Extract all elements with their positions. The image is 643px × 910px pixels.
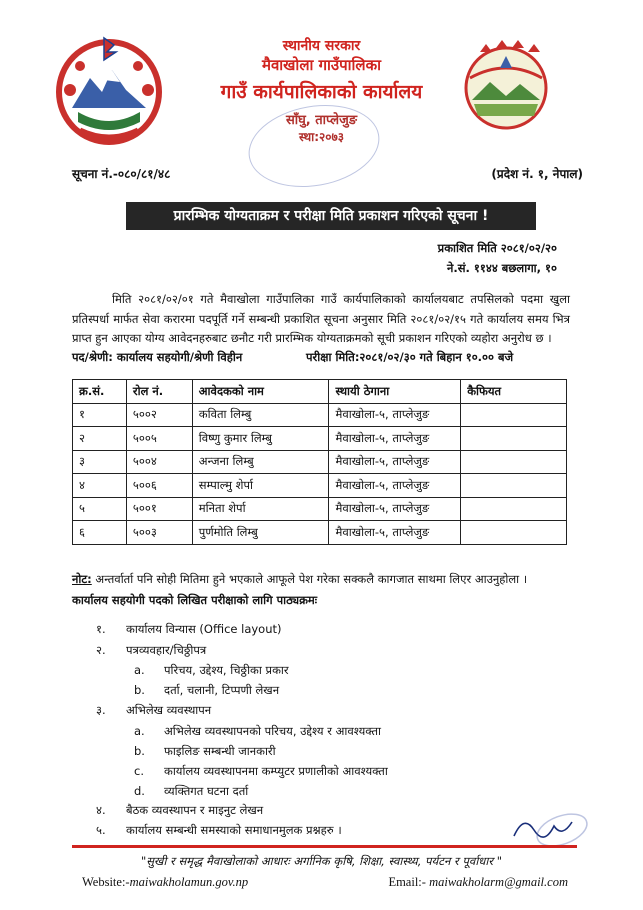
syllabus-item: ५. कार्यालय सम्बन्धी समस्याको समाधानमुलक प्रश्नहरु । [96, 823, 342, 837]
cell-address: मैवाखोला-५, ताप्लेजुङ [329, 521, 461, 545]
notice-number: सूचना नं.-०८०/८१/४८ [72, 167, 171, 181]
col-remarks: कैफियत [461, 380, 567, 404]
table-row [73, 521, 567, 545]
notice-paragraph: मिति २०८१/०२/०१ गते मैवाखोला गाउँपालिका गाउँ कार्यपालिकाको कार्यालयबाट तपसिलको पदमा खुला प्रतिस्पर्धा मार्फत सेवा करारमा पदपूर्ति गर्ने सम्बन्धी प्रकाशित सूचना अनुसार मिति २०८१/०२/१५ गते कार्यालय समय भित्र प्राप्त हुन आएका योग्य आवेदनहरुबाट छनौट गरी प्रारम्भिक योग्यताक्रमको सूची प्रकाशन गरिएको व्यहोरा अनुरोध छ । [72, 292, 570, 345]
syllabus-subitem: b. दर्ता, चलानी, टिप्पणी लेखन [134, 683, 280, 697]
syllabus-subitem: a. अभिलेख व्यवस्थापनको परिचय, उद्देश्य र आवश्यक्ता [134, 724, 381, 738]
cell-remarks [461, 521, 567, 545]
cell-name: कविता लिम्बु [192, 403, 329, 427]
cell-roll: ५००५ [126, 427, 192, 451]
cell-address: मैवाखोला-५, ताप्लेजुङ [329, 427, 461, 451]
cell-roll: ५००२ [126, 403, 192, 427]
cell-roll: ५००६ [126, 474, 192, 498]
cell-roll: ५००४ [126, 450, 192, 474]
table-row [73, 427, 567, 451]
exam-date: परीक्षा मिति:२०८१/०२/३० गते बिहान १०.०० बजे [306, 350, 514, 364]
table-header-row [73, 380, 567, 404]
cell-name: मनिता शेर्पा [192, 497, 329, 521]
cell-address: मैवाखोला-५, ताप्लेजुङ [329, 403, 461, 427]
note-text: अन्तर्वार्ता पनि सोही मितिमा हुने भएकाले आफूले पेश गरेका सक्कलै कागजात साथमा लिएर आउनुहोला । [91, 572, 528, 586]
cell-address: मैवाखोला-५, ताप्लेजुङ [329, 474, 461, 498]
footer-slogan: "सुखी र समृद्ध मैवाखोलाको आधारः अर्गानिक कृषि, शिक्षा, स्वास्थ्य, पर्यटन र पूर्वाधार " [140, 854, 503, 868]
syllabus-subitem: d. व्यक्तिगत घटना दर्ता [134, 784, 249, 798]
cell-serial: ३ [73, 450, 127, 474]
syllabus-item: २. पत्रव्यवहार/चिठ्ठीपत्र [96, 643, 207, 657]
published-date: प्रकाशित मिति २०८१/०२/२० [437, 241, 557, 255]
cell-address: मैवाखोला-५, ताप्लेजुङ [329, 497, 461, 521]
syllabus-item: ३. अभिलेख व्यवस्थापन [96, 703, 212, 717]
website-link[interactable]: maiwakholamun.gov.np [129, 875, 249, 889]
syllabus-subitem: b. फाइलिङ सम्बन्धी जानकारी [134, 744, 276, 758]
cell-serial: २ [73, 427, 127, 451]
email-link[interactable]: maiwakholarm@gmail.com [429, 875, 568, 889]
post-level: पद/श्रेणी: कार्यालय सहयोगी/श्रेणी विहीन [72, 350, 243, 364]
cell-name: अन्जना लिम्बु [192, 450, 329, 474]
header-line-office: गाउँ कार्यपालिकाको कार्यालय [220, 81, 423, 103]
nepal-sambat-date: ने.सं. ११४४ बछलागा, १० [446, 261, 557, 275]
cell-remarks [461, 427, 567, 451]
footer-website: Website:-maiwakholamun.gov.np [82, 875, 249, 889]
province-label: (प्रदेश नं. १, नेपाल) [491, 167, 583, 181]
col-name: आवेदकको नाम [192, 380, 329, 404]
syllabus-title: कार्यालय सहयोगी पदको लिखित परीक्षाको लागि पाठ्यक्रमः [72, 593, 318, 607]
cell-roll: ५००३ [126, 521, 192, 545]
header-line-municipality: मैवाखोला गाउँपालिका [261, 56, 382, 74]
cell-remarks [461, 497, 567, 521]
footer-email: Email:- maiwakholarm@gmail.com [388, 875, 568, 889]
syllabus-subitem: c. कार्यालय व्यवस्थापनमा कम्प्युटर प्रणालीको आवश्यक्ता [134, 764, 388, 778]
cell-name: विष्णु कुमार लिम्बु [192, 427, 329, 451]
cell-address: मैवाखोला-५, ताप्लेजुङ [329, 450, 461, 474]
cell-remarks [461, 474, 567, 498]
note-label: नोट: [72, 572, 92, 586]
syllabus-item: १. कार्यालय विन्यास (Office layout) [96, 622, 282, 636]
cell-name: सम्पाल्मु शेर्पा [192, 474, 329, 498]
header-line-local-government: स्थानीय सरकार [282, 38, 361, 54]
col-roll: रोल नं. [126, 380, 192, 404]
cell-serial: १ [73, 403, 127, 427]
cell-name: पुर्णमोति लिम्बु [192, 521, 329, 545]
col-serial: क्र.सं. [73, 380, 127, 404]
cell-serial: ५ [73, 497, 127, 521]
table-row [73, 403, 567, 427]
cell-serial: ६ [73, 521, 127, 545]
table-row [73, 497, 567, 521]
candidate-table [72, 379, 567, 545]
cell-roll: ५००१ [126, 497, 192, 521]
syllabus-item: ४. बैठक व्यवस्थापन र माइनुट लेखन [96, 803, 264, 817]
footer-divider [72, 845, 577, 848]
table-row [73, 474, 567, 498]
cell-remarks [461, 450, 567, 474]
syllabus-subitem: a. परिचय, उद्देश्य, चिठ्ठीका प्रकार [134, 663, 289, 677]
interview-note [72, 572, 527, 587]
header-line-address: साँघु, ताप्लेजुङ [285, 113, 358, 128]
table-row [73, 450, 567, 474]
cell-remarks [461, 403, 567, 427]
notice-title-banner: प्रारम्भिक योग्यताक्रम र परीक्षा मिति प्रकाशन गरिएको सूचना ! [126, 202, 536, 230]
col-address: स्थायी ठेगाना [329, 380, 461, 404]
cell-serial: ४ [73, 474, 127, 498]
header-line-established: स्था:२०७३ [299, 130, 344, 144]
signature-mark [510, 808, 590, 848]
